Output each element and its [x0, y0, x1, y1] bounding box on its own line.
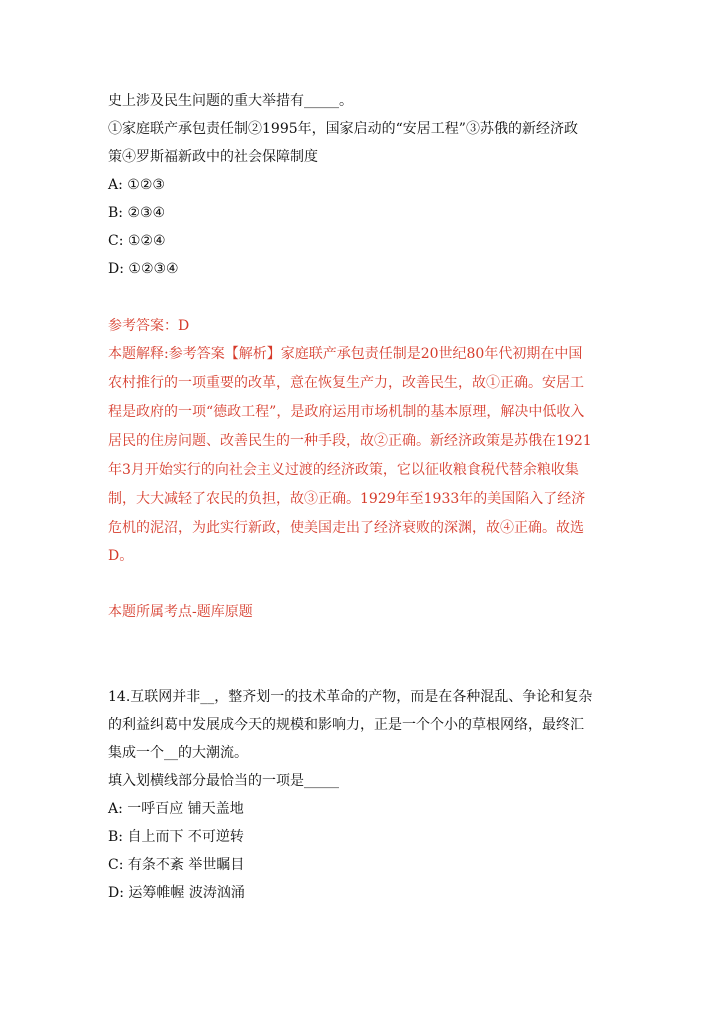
q14-stem-line-2: 的利益纠葛中发展成今天的规模和影响力，正是一个个小的草根网络，最终汇: [108, 717, 584, 733]
q13-stem-line-3: 策④罗斯福新政中的社会保障制度: [108, 149, 318, 165]
q13-option-b: B: ②③④: [108, 205, 166, 221]
q13-explanation-line-5: 年3月开始实行的向社会主义过渡的经济政策，它以征收粮食税代替余粮收集: [108, 462, 579, 478]
q13-explanation-line-4: 居民的住房问题、改善民生的一种手段，故②正确。新经济政策是苏俄在1921: [108, 433, 592, 449]
q14-option-b: B: 自上而下 不可逆转: [108, 829, 244, 845]
q13-source-note: 本题所属考点-题库原题: [108, 604, 253, 620]
q14-option-d: D: 运筹帷幄 波涛汹涌: [108, 885, 245, 901]
q14-option-a: A: 一呼百应 铺天盖地: [108, 801, 244, 817]
q13-stem-line-1: 史上涉及民生问题的重大举措有_____。: [108, 93, 353, 109]
q14-stem-line-4: 填入划横线部分最恰当的一项是_____: [108, 773, 339, 789]
q13-explanation-line-1: 本题解释:参考答案【解析】家庭联产承包责任制是20世纪80年代初期在中国: [108, 346, 583, 362]
q13-option-a: A: ①②③: [108, 177, 165, 193]
q13-answer: 参考答案：D: [108, 318, 190, 334]
q13-stem-line-2: ①家庭联产承包责任制②1995年，国家启动的“安居工程”③苏俄的新经济政: [108, 121, 578, 137]
q14-stem-line-1: 14.互联网并非__，整齐划一的技术革命的产物，而是在各种混乱、争论和复杂: [108, 689, 593, 705]
q13-explanation-line-6: 制，大大减轻了农民的负担，故③正确。1929年至1933年的美国陷入了经济: [108, 491, 586, 507]
q14-option-c: C: 有条不紊 举世瞩目: [108, 857, 245, 873]
q13-explanation-line-8: D。: [108, 548, 134, 564]
q14-stem-line-3: 集成一个__的大潮流。: [108, 745, 248, 761]
q13-option-c: C: ①②④: [108, 233, 166, 249]
q13-explanation-line-3: 程是政府的一项“德政工程”，是政府运用市场机制的基本原理，解决中低收入: [108, 404, 585, 420]
q13-explanation-line-2: 农村推行的一项重要的改革，意在恢复生产力，改善民生，故①正确。安居工: [108, 375, 584, 391]
q13-option-d: D: ①②③④: [108, 261, 179, 277]
q13-explanation-line-7: 危机的泥沼，为此实行新政，使美国走出了经济衰败的深渊，故④正确。故选: [108, 520, 584, 536]
